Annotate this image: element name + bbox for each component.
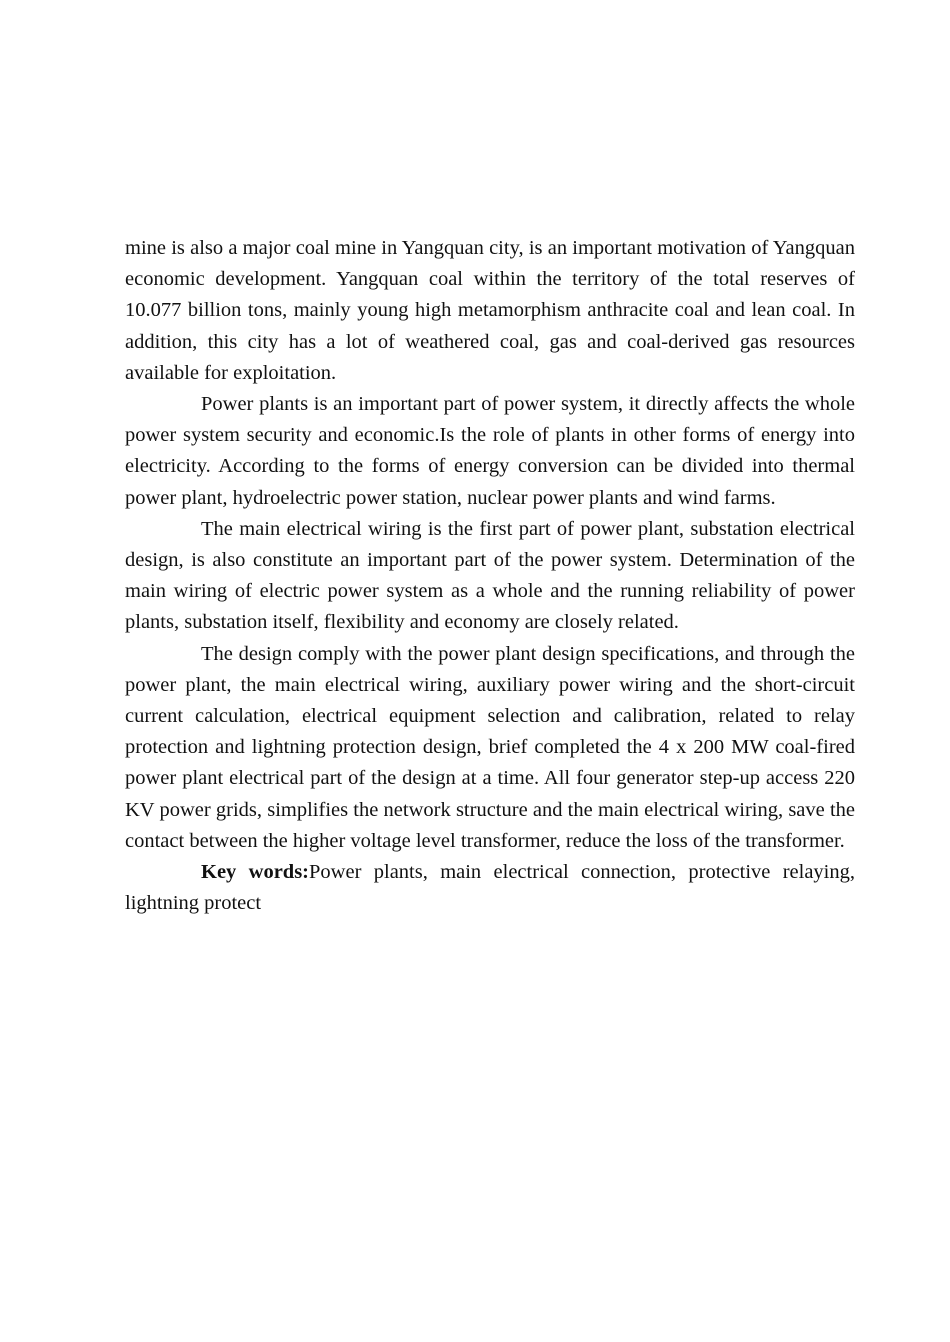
paragraph-main-wiring: The main electrical wiring is the first part of power plant, substation electrical design, is also constitute an important part of the power system. Determination of the main wiring of electric power system as a whole and the running reliability of power plants, substation itself, flexibility and economy are closely related. xyxy=(125,517,855,634)
keywords-paragraph xyxy=(125,857,855,919)
keywords-text: Power plants, main electrical connection, protective relaying, lightning protect xyxy=(125,861,855,915)
paragraph-design: The design comply with the power plant design specifications, and through the power plant, the main electrical wiring, auxiliary power wiring and the short-circuit current calculation, electrical equipment selection and calibration, related to relay protection and lightning protection design, brief completed the 4 x 200 MW coal-fired power plant electrical part of the design at a time. All four generator step-up access 220 KV power grids, simplifies the network structure and the main electrical wiring, save the contact between the higher voltage level transformer, reduce the loss of the transformer. xyxy=(125,642,855,852)
abstract-body xyxy=(125,233,855,919)
paragraph-power-plants: Power plants is an important part of power system, it directly affects the whole power system security and economic.Is the role of plants in other forms of energy into electricity. According to the forms of energy conversion can be divided into thermal power plant, hydroelectric power station, nuclear power plants and wind farms. xyxy=(125,393,855,509)
paragraph-continuation: mine is also a major coal mine in Yangquan city, is an important motivation of Yangquan economic development. Yangquan coal within the territory of the total reserves of 10.077 billion tons, mainly young high metamorphism anthracite coal and lean coal. In addition, this city has a lot of weathered coal, gas and coal-derived gas resources available for exploitation. xyxy=(125,237,855,384)
keywords-label: Key words: xyxy=(201,861,310,884)
